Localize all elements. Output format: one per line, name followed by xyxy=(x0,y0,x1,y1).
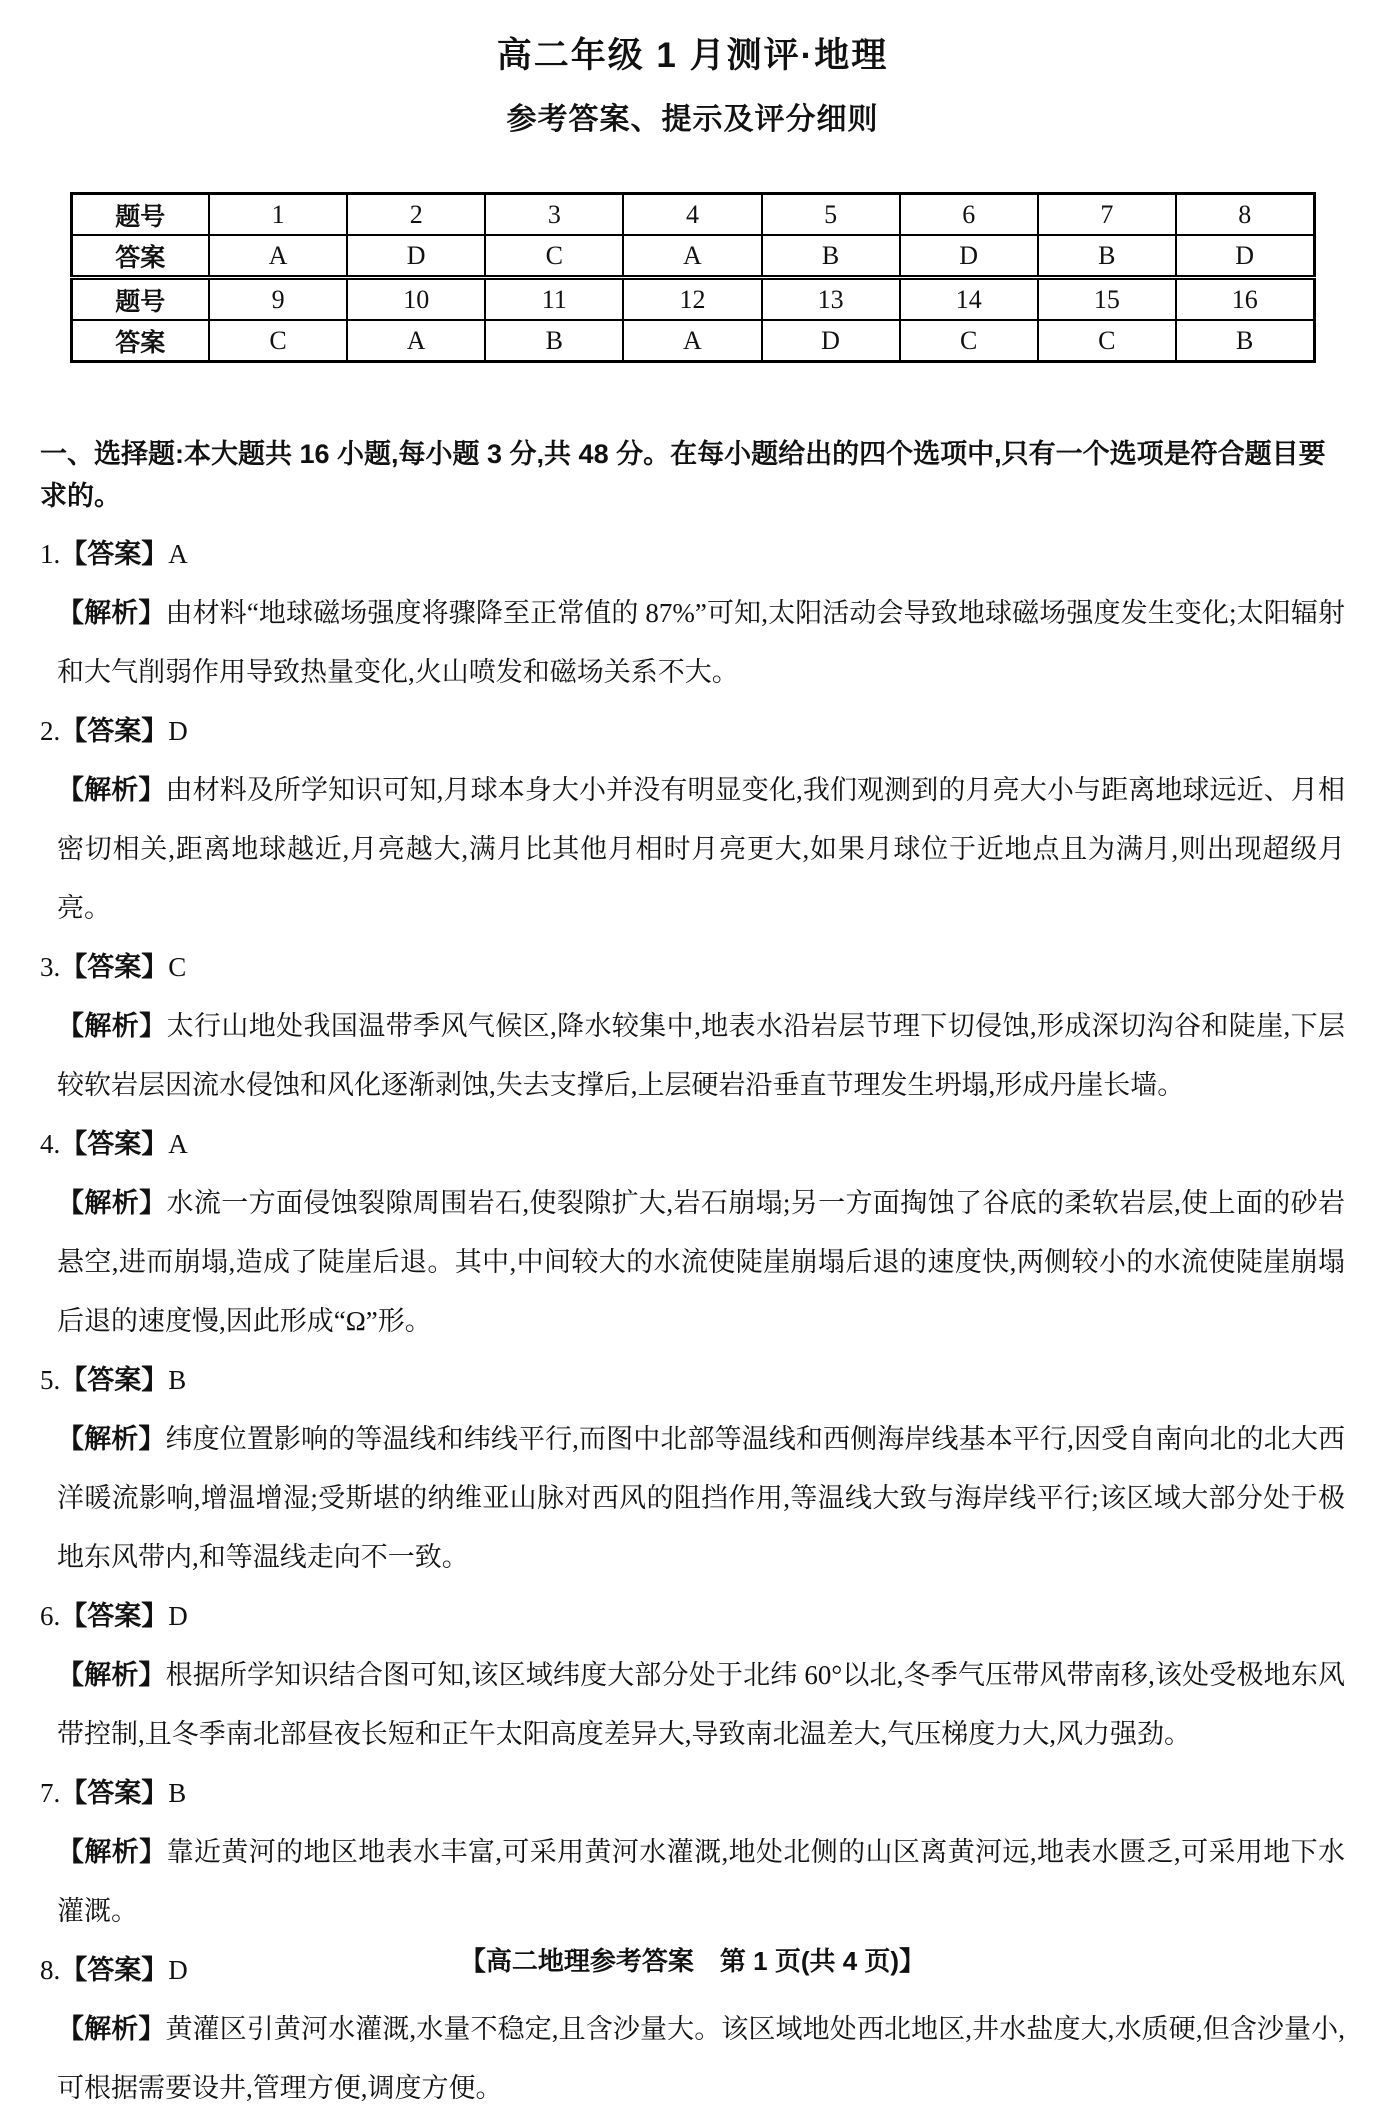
answer-cell: C xyxy=(209,320,347,362)
question-number-cell: 13 xyxy=(762,278,900,321)
answer-cell: D xyxy=(347,235,485,278)
question-number-cell: 6 xyxy=(900,194,1038,236)
answer-value: B xyxy=(168,1365,187,1395)
question-number-cell: 16 xyxy=(1176,278,1314,321)
answer-cell: B xyxy=(1176,320,1314,362)
row-label-cell: 答案 xyxy=(71,235,209,278)
analysis-label: 【解析】 xyxy=(57,1011,167,1041)
analysis-text: 纬度位置影响的等温线和纬线平行,而图中北部等温线和西侧海岸线基本平行,因受自南向北的北大西洋暖流影响,增温增湿;受斯堪的纳维亚山脉对西风的阻挡作用,等温线大致与海岸线平行;该区域大部分处于极地东风带内,和等温线走向不一致。 xyxy=(57,1424,1346,1572)
question-number: 6. xyxy=(40,1601,61,1631)
explanations-list xyxy=(40,525,1345,2118)
table-row-answers-1-8 xyxy=(71,235,1314,278)
question-number-cell: 10 xyxy=(347,278,485,321)
qa-item-6 xyxy=(40,1587,1345,1764)
question-number-cell: 4 xyxy=(623,194,761,236)
analysis-paragraph xyxy=(57,584,1345,702)
qa-item-7 xyxy=(40,1764,1345,1941)
analysis-paragraph xyxy=(57,1410,1345,1587)
analysis-text: 水流一方面侵蚀裂隙周围岩石,使裂隙扩大,岩石崩塌;另一方面掏蚀了谷底的柔软岩层,使上面的砂岩悬空,进而崩塌,造成了陡崖后退。其中,中间较大的水流使陡崖崩塌后退的速度快,两侧较小的水流使陡崖崩塌后退的速度慢,因此形成“Ω”形。 xyxy=(57,1188,1346,1336)
analysis-text: 由材料“地球磁场强度将骤降至正常值的 87%”可知,太阳活动会导致地球磁场强度发生变化;太阳辐射和大气削弱作用导致热量变化,火山喷发和磁场关系不大。 xyxy=(57,598,1345,687)
answer-value: D xyxy=(168,716,188,746)
answer-line xyxy=(40,1351,1345,1410)
analysis-paragraph xyxy=(57,1646,1345,1764)
answer-cell: B xyxy=(1038,235,1176,278)
answer-label: 【答案】 xyxy=(60,1778,169,1808)
analysis-text: 根据所学知识结合图可知,该区域纬度大部分处于北纬 60°以北,冬季气压带风带南移,该处受极地东风带控制,且冬季南北部昼夜长短和正午太阳高度差异大,导致南北温差大,气压梯度力大,风力强劲。 xyxy=(57,1660,1346,1749)
analysis-paragraph xyxy=(57,2000,1345,2118)
analysis-label: 【解析】 xyxy=(57,2014,166,2044)
answer-line xyxy=(40,1764,1345,1823)
question-number: 8. xyxy=(40,1955,61,1985)
answer-cell: D xyxy=(1176,235,1314,278)
question-number-cell: 2 xyxy=(347,194,485,236)
analysis-text: 太行山地处我国温带季风气候区,降水较集中,地表水沿岩层节理下切侵蚀,形成深切沟谷和陡崖,下层较软岩层因流水侵蚀和风化逐渐剥蚀,失去支撑后,上层硬岩沿垂直节理发生坍塌,形成丹崖长墙。 xyxy=(57,1011,1346,1100)
answer-cell: C xyxy=(485,235,623,278)
answer-cell: D xyxy=(762,320,900,362)
answer-line xyxy=(40,1115,1345,1174)
page-footer: 【高二地理参考答案 第 1 页(共 4 页)】 xyxy=(459,1946,926,1976)
question-number-cell: 14 xyxy=(900,278,1038,321)
analysis-paragraph xyxy=(57,997,1345,1115)
question-number-cell: 1 xyxy=(209,194,347,236)
answer-label: 【答案】 xyxy=(60,1955,169,1985)
question-number-cell: 12 xyxy=(623,278,761,321)
analysis-paragraph xyxy=(57,1174,1345,1351)
answer-label: 【答案】 xyxy=(60,716,169,746)
question-number: 7. xyxy=(40,1778,61,1808)
table-row-question-numbers-1-8 xyxy=(71,194,1314,236)
section-header: 一、选择题:本大题共 16 小题,每小题 3 分,共 48 分。在每小题给出的四个选项中,只有一个选项是符合题目要求的。 xyxy=(40,439,1326,511)
question-number: 5. xyxy=(40,1365,61,1395)
answer-cell: C xyxy=(900,320,1038,362)
answer-value: B xyxy=(168,1778,187,1808)
answer-label: 【答案】 xyxy=(60,1129,169,1159)
answer-cell: A xyxy=(623,320,761,362)
qa-item-5 xyxy=(40,1351,1345,1587)
question-number-cell: 3 xyxy=(485,194,623,236)
answer-label: 【答案】 xyxy=(60,539,169,569)
answer-cell: A xyxy=(623,235,761,278)
analysis-text: 黄灌区引黄河水灌溉,水量不稳定,且含沙量大。该区域地处西北地区,井水盐度大,水质硬,但含沙量小,可根据需要设井,管理方便,调度方便。 xyxy=(57,2014,1346,2103)
answer-value: D xyxy=(168,1955,188,1985)
answer-table xyxy=(70,192,1316,363)
analysis-label: 【解析】 xyxy=(57,1837,167,1867)
answer-cell: A xyxy=(347,320,485,362)
page-title: 高二年级 1 月测评·地理 xyxy=(496,36,889,75)
analysis-paragraph xyxy=(57,761,1345,938)
question-number: 3. xyxy=(40,952,61,982)
answer-line xyxy=(40,938,1345,997)
qa-item-3 xyxy=(40,938,1345,1115)
row-label-cell: 题号 xyxy=(71,278,209,321)
question-number: 1. xyxy=(40,539,61,569)
analysis-label: 【解析】 xyxy=(57,1188,167,1218)
analysis-label: 【解析】 xyxy=(57,1424,166,1454)
answer-label: 【答案】 xyxy=(60,952,169,982)
page-subtitle: 参考答案、提示及评分细则 xyxy=(506,103,879,136)
answer-line xyxy=(40,702,1345,761)
answer-value: A xyxy=(168,539,188,569)
answer-value: A xyxy=(168,1129,188,1159)
answer-cell: D xyxy=(900,235,1038,278)
answer-line xyxy=(40,1587,1345,1646)
answer-cell: B xyxy=(485,320,623,362)
question-number-cell: 8 xyxy=(1176,194,1314,236)
row-label-cell: 答案 xyxy=(71,320,209,362)
qa-item-4 xyxy=(40,1115,1345,1351)
row-label-cell: 题号 xyxy=(71,194,209,236)
qa-item-2 xyxy=(40,702,1345,938)
answer-line xyxy=(40,525,1345,584)
qa-item-1 xyxy=(40,525,1345,702)
question-number-cell: 11 xyxy=(485,278,623,321)
analysis-label: 【解析】 xyxy=(57,598,166,628)
answer-value: D xyxy=(168,1601,188,1631)
answer-label: 【答案】 xyxy=(60,1365,169,1395)
table-row-answers-9-16 xyxy=(71,320,1314,362)
table-row-question-numbers-9-16 xyxy=(71,278,1314,321)
question-number-cell: 9 xyxy=(209,278,347,321)
analysis-text: 由材料及所学知识可知,月球本身大小并没有明显变化,我们观测到的月亮大小与距离地球远近、月相密切相关,距离地球越近,月亮越大,满月比其他月相时月亮更大,如果月球位于近地点且为满月,则出现超级月亮。 xyxy=(57,775,1346,923)
analysis-paragraph xyxy=(57,1823,1345,1941)
question-number: 4. xyxy=(40,1129,61,1159)
answer-cell: C xyxy=(1038,320,1176,362)
answer-value: C xyxy=(168,952,187,982)
analysis-text: 靠近黄河的地区地表水丰富,可采用黄河水灌溉,地处北侧的山区离黄河远,地表水匮乏,可采用地下水灌溉。 xyxy=(57,1837,1346,1926)
answer-cell: B xyxy=(762,235,900,278)
question-number-cell: 15 xyxy=(1038,278,1176,321)
answer-cell: A xyxy=(209,235,347,278)
analysis-label: 【解析】 xyxy=(57,1660,166,1690)
question-number-cell: 5 xyxy=(762,194,900,236)
answer-label: 【答案】 xyxy=(60,1601,169,1631)
question-number-cell: 7 xyxy=(1038,194,1176,236)
analysis-label: 【解析】 xyxy=(57,775,166,805)
question-number: 2. xyxy=(40,716,61,746)
